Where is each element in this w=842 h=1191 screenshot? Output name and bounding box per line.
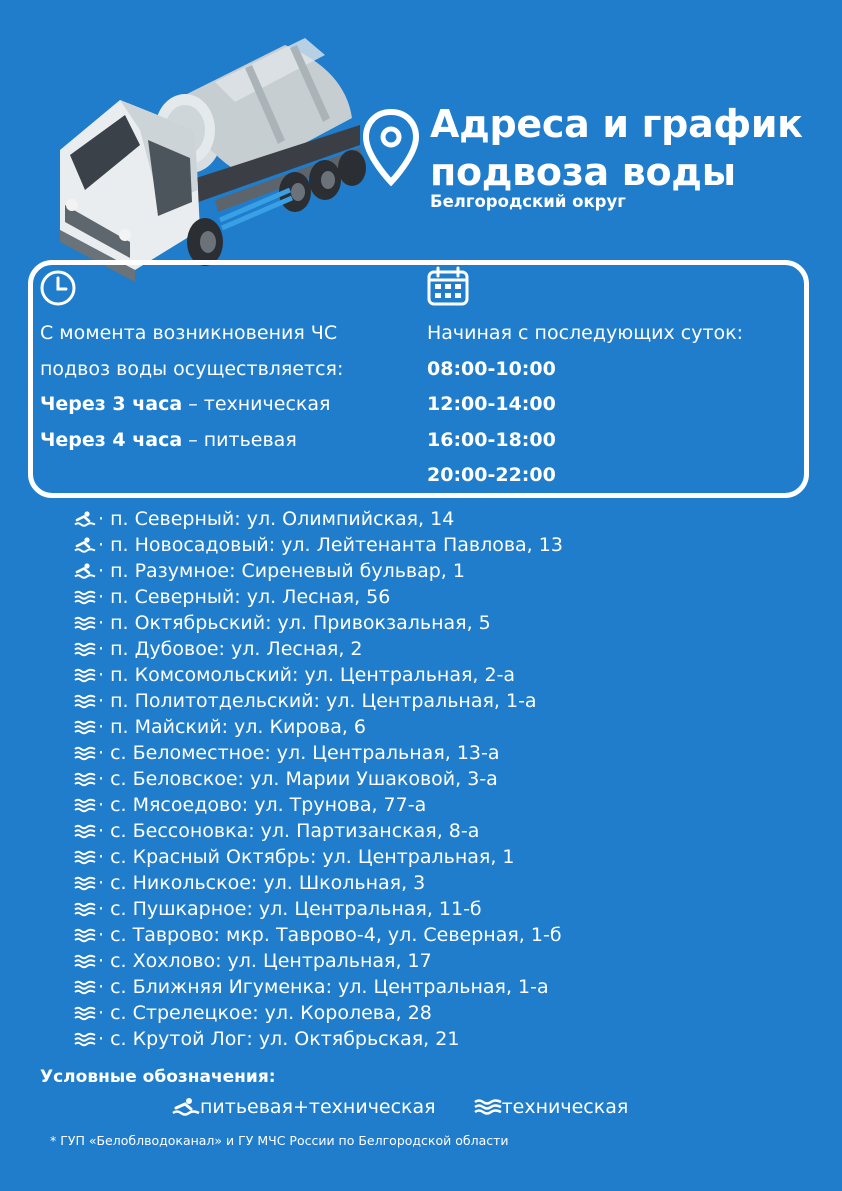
water-waves-icon (74, 951, 96, 971)
address-text: · п. Дубовое: ул. Лесная, 2 (98, 638, 363, 660)
address-text: · с. Никольское: ул. Школьная, 3 (98, 872, 426, 894)
address-item (74, 1000, 563, 1026)
address-item (74, 584, 563, 610)
address-item (74, 714, 563, 740)
swimmer-water-icon (74, 509, 96, 529)
address-item (74, 844, 563, 870)
swimmer-water-icon (74, 561, 96, 581)
address-text: · п. Октябрьский: ул. Привокзальная, 5 (98, 612, 491, 634)
water-waves-icon (74, 769, 96, 789)
footnote: * ГУП «Белоблводоканал» и ГУ МЧС России по Белгородской области (50, 1133, 509, 1148)
technical-type: – техническая (182, 393, 331, 415)
address-text: · п. Комсомольский: ул. Центральная, 2-а (98, 664, 516, 686)
daily-schedule (427, 316, 743, 494)
water-waves-icon (74, 873, 96, 893)
technical-delay: Через 3 часа (40, 393, 183, 415)
address-text: · с. Стрелецкое: ул. Королева, 28 (98, 1002, 432, 1024)
address-text: · п. Северный: ул. Олимпийская, 14 (98, 508, 455, 530)
address-text: · с. Беловское: ул. Марии Ушаковой, 3-а (98, 768, 498, 790)
address-text: · п. Северный: ул. Лесная, 56 (98, 586, 391, 608)
water-waves-icon (74, 613, 96, 633)
legend-technical-label: техническая (501, 1096, 629, 1118)
water-waves-icon (74, 717, 96, 737)
address-item (74, 792, 563, 818)
address-text: · с. Пушкарное: ул. Центральная, 11-б (98, 898, 482, 920)
address-item (74, 948, 563, 974)
address-text: · п. Майский: ул. Кирова, 6 (98, 716, 367, 738)
swimmer-water-icon (74, 535, 96, 555)
water-waves-icon (474, 1096, 502, 1118)
address-item (74, 558, 563, 584)
address-item (74, 922, 563, 948)
address-item (74, 870, 563, 896)
water-waves-icon (74, 1003, 96, 1023)
water-waves-icon (74, 821, 96, 841)
time-slot: 08:00-10:00 (427, 357, 556, 380)
title-line-2: подвоза воды (430, 150, 736, 194)
water-waves-icon (74, 665, 96, 685)
title-line-1: Адреса и график (430, 102, 803, 146)
address-item (74, 740, 563, 766)
water-waves-icon (74, 587, 96, 607)
address-text: · с. Ближняя Игуменка: ул. Центральная, 1-а (98, 976, 549, 998)
clock-icon (38, 268, 78, 308)
water-waves-icon (74, 847, 96, 867)
address-item (74, 974, 563, 1000)
water-waves-icon (74, 977, 96, 997)
time-slot: 20:00-22:00 (427, 464, 556, 486)
legend-title: Условные обозначения: (40, 1067, 276, 1087)
address-item (74, 688, 563, 714)
address-text: · п. Разумное: Сиреневый бульвар, 1 (98, 560, 465, 582)
drinking-type: – питьевая (182, 428, 297, 451)
address-text: · с. Крутой Лог: ул. Октябрьская, 21 (98, 1028, 460, 1050)
time-slot: 16:00-18:00 (427, 428, 556, 451)
address-text: · с. Таврово: мкр. Таврово-4, ул. Северная, 1-б (98, 924, 562, 946)
water-waves-icon (74, 639, 96, 659)
address-text: · с. Хохлово: ул. Центральная, 17 (98, 950, 432, 972)
emergency-line-1: С момента возникновения ЧС (40, 322, 338, 344)
water-waves-icon (74, 795, 96, 815)
address-item (74, 610, 563, 636)
water-tanker-truck-illustration (40, 30, 370, 285)
water-waves-icon (74, 743, 96, 763)
emergency-schedule (40, 316, 343, 458)
address-item (74, 818, 563, 844)
address-item (74, 1026, 563, 1052)
address-list (74, 506, 563, 1052)
page-subtitle: Белгородский округ (430, 192, 626, 211)
water-waves-icon (74, 925, 96, 945)
legend (172, 1096, 628, 1118)
drinking-delivery-line (40, 423, 343, 459)
address-text: · с. Беломестное: ул. Центральная, 13-а (98, 742, 500, 764)
page-title (430, 100, 803, 196)
address-item (74, 662, 563, 688)
water-waves-icon (74, 691, 96, 711)
water-waves-icon (74, 899, 96, 919)
address-text: · с. Бессоновка: ул. Партизанская, 8-а (98, 820, 480, 842)
location-pin-icon (362, 108, 420, 188)
address-text: · с. Мясоедово: ул. Трунова, 77-а (98, 794, 427, 816)
time-slot: 12:00-14:00 (427, 393, 556, 415)
technical-delivery-line (40, 387, 343, 423)
address-text: · п. Политотдельский: ул. Центральная, 1-а (98, 690, 537, 712)
water-waves-icon (74, 1029, 96, 1049)
address-item (74, 532, 563, 558)
emergency-line-2: подвоз воды осуществляется: (40, 357, 344, 380)
address-item (74, 766, 563, 792)
legend-drinking-label: питьевая+техническая (200, 1096, 436, 1118)
drinking-delay: Через 4 часа (40, 428, 183, 451)
calendar-icon (426, 266, 470, 306)
address-item (74, 896, 563, 922)
daily-schedule-heading: Начиная с последующих суток: (427, 322, 744, 344)
address-text: · с. Красный Октябрь: ул. Центральная, 1 (98, 846, 515, 868)
address-item (74, 506, 563, 532)
swimmer-water-icon (172, 1096, 200, 1118)
address-text: · п. Новосадовый: ул. Лейтенанта Павлова, 13 (98, 534, 563, 556)
address-item (74, 636, 563, 662)
